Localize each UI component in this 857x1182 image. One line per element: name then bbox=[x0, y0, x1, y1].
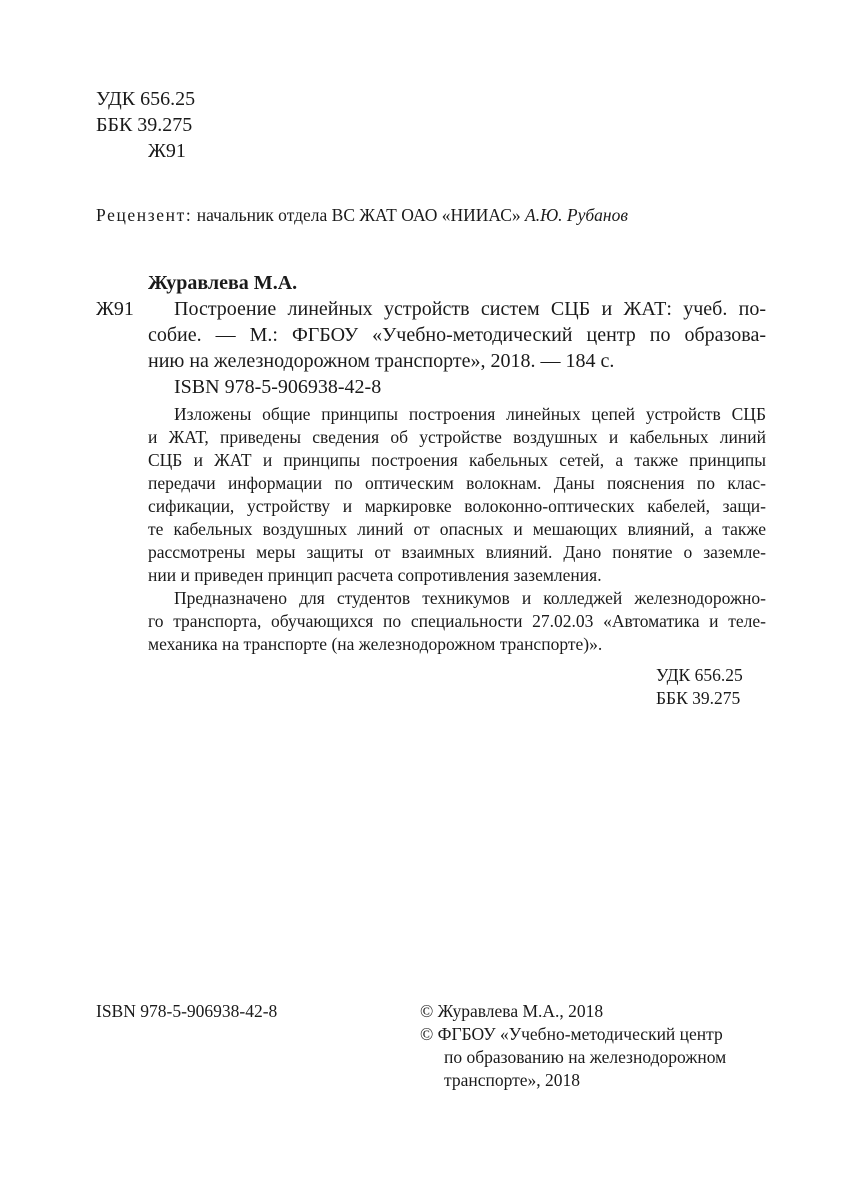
reviewer-position: начальник отдела ВС ЖАТ ОАО «НИИАС» bbox=[196, 205, 521, 225]
annotation-line: СЦБ и ЖАТ и принципы построения кабельных сетей, а также принципы bbox=[148, 450, 766, 470]
annotation-udk: УДК 656.25 bbox=[656, 665, 743, 685]
annotation-bbk: ББК 39.275 bbox=[656, 688, 741, 708]
reviewer-label: Рецензент: bbox=[96, 205, 193, 225]
udk-code: УДК 656.25 bbox=[96, 88, 196, 110]
annotation-line: сификации, устройству и маркировке волоконно-оптических кабелей, защи- bbox=[148, 496, 766, 516]
copyright-author: © Журавлева М.А., 2018 bbox=[420, 1001, 604, 1021]
footer-isbn: ISBN 978-5-906938-42-8 bbox=[96, 1001, 278, 1021]
annotation-line: механика на транспорте (на железнодорожном транспорте)». bbox=[148, 634, 603, 654]
entry-author: Журавлева М.А. bbox=[148, 272, 298, 294]
reviewer-name: А.Ю. Рубанов bbox=[525, 205, 628, 225]
annotation-line: те кабельных воздушных линий от опасных и мешающих влияний, а также bbox=[148, 519, 766, 539]
annotation-line: Предназначено для студентов техникумов и колледжей железнодорожно- bbox=[174, 588, 766, 608]
entry-title-line-3: нию на железнодорожном транспорте», 2018. — 184 с. bbox=[148, 350, 615, 372]
copyright-publisher: © ФГБОУ «Учебно-методический центр bbox=[420, 1024, 723, 1044]
annotation-line: нии и приведен принцип расчета сопротивления заземления. bbox=[148, 565, 602, 585]
annotation-line: го транспорта, обучающихся по специальности 27.02.03 «Автоматика и теле- bbox=[148, 611, 766, 631]
entry-title-line-2: собие. — М.: ФГБОУ «Учебно-методический центр по образова- bbox=[148, 324, 766, 346]
entry-isbn: ISBN 978-5-906938-42-8 bbox=[174, 376, 382, 398]
copyright-publisher-line-2: по образованию на железнодорожном bbox=[444, 1047, 727, 1067]
reviewer-line bbox=[96, 204, 628, 227]
bbk-code: ББК 39.275 bbox=[96, 114, 193, 136]
annotation-line: и ЖАТ, приведены сведения об устройстве воздушных и кабельных линий bbox=[148, 427, 766, 447]
annotation-line: передачи информации по оптическим волокнам. Даны пояснения по клас- bbox=[148, 473, 766, 493]
annotation-line: рассмотрены меры защиты от взаимных влияний. Дано понятие о заземле- bbox=[148, 542, 766, 562]
annotation-line: Изложены общие принципы построения линейных цепей устройств СЦБ bbox=[174, 404, 766, 424]
copyright-publisher-line-3: транспорте», 2018 bbox=[444, 1070, 581, 1090]
entry-mark: Ж91 bbox=[96, 298, 134, 320]
author-mark: Ж91 bbox=[148, 140, 186, 162]
entry-title-line-1: Построение линейных устройств систем СЦБ и ЖАТ: учеб. по- bbox=[174, 298, 766, 320]
